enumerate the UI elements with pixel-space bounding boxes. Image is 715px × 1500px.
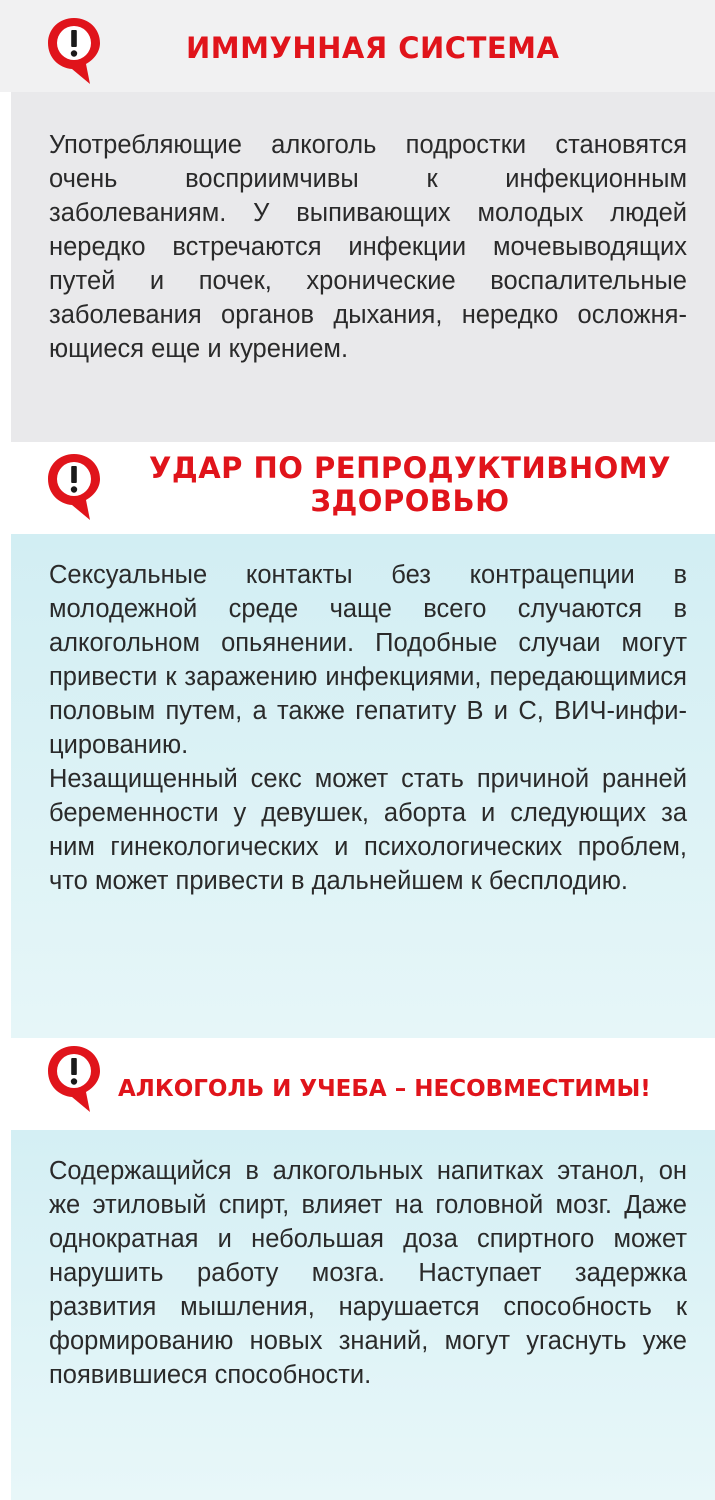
section-heading-line: ЗДОРОВЬЮ — [310, 484, 510, 519]
section-paragraph: Содержащийся в алкогольных напитках этанол, он же этиловый спирт, влияет на головной мозг. Даже однократная и небольшая доза спиртного может нарушить работу мозга. Наступает задержка развития мышления, нарушается способность к формированию новых знаний, могут угаснуть уже появившиеся способности. — [49, 1157, 687, 1389]
exclamation-pin-icon — [44, 14, 104, 86]
section-body-reproductive — [11, 534, 715, 1038]
section-heading-immune: ИММУННАЯ СИСТЕМА — [186, 31, 560, 65]
section-header-reproductive — [0, 442, 715, 534]
section-body-immune — [11, 92, 715, 442]
section-heading-reproductive — [140, 452, 680, 519]
section-body-study — [11, 1130, 715, 1500]
section-header-study — [0, 1038, 715, 1130]
exclamation-pin-icon — [44, 1042, 104, 1114]
section-header-immune — [0, 0, 715, 92]
section-paragraph: Сексуальные контакты без контрацепции в молодежной среде чаще всего случаются в алкогольном опьянении. Подобные случаи могут привести к заражению инфекциями, передающимися половым путем, а также гепатиту В и С, ВИЧ-инфицированию. — [49, 561, 687, 759]
section-heading-line: УДАР ПО РЕПРОДУКТИВНОМУ — [149, 451, 671, 485]
exclamation-pin-icon — [44, 450, 104, 522]
section-paragraph: Незащищенный секс может стать причиной ранней беременности у девушек, аборта и следующих за ним гинекологических и психологических проблем, что может привести в дальнейшем к бесплодию. — [49, 765, 687, 895]
section-paragraph: Употребляющие алкоголь подростки становятся очень восприимчивы к инфекционным заболеваниям. У выпивающих молодых людей нередко встречаются инфекции мочевыводящих путей и почек, хронические воспалительные заболевания органов дыхания, нередко осложняющиеся еще и курением. — [49, 131, 687, 363]
section-heading-study: АЛКОГОЛЬ И УЧЕБА – НЕСОВМЕСТИМЫ! — [118, 1076, 651, 1102]
